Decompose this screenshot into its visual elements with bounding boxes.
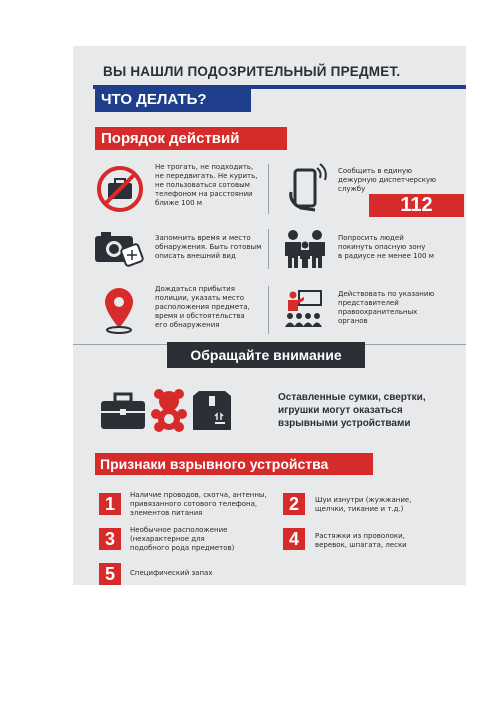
teddy-bear-icon — [151, 388, 187, 432]
action-1-text: Не трогать, не подходить, не передвигать. Не курить, не пользоваться сотовым телефоном на расстоянии ближе 100 м — [155, 163, 258, 207]
sign-number-3: 3 — [99, 528, 121, 550]
signs-heading: Признаки взрывного устройства — [95, 453, 373, 475]
sign-number-5: 5 — [99, 563, 121, 585]
attention-text: Оставленные сумки, свертки, игрушки могут оказаться взрывными устройствами — [278, 392, 426, 429]
divider — [268, 286, 269, 334]
divider — [268, 164, 269, 214]
attention-heading: Обращайте внимание — [167, 342, 365, 368]
location-pin-icon — [101, 286, 137, 334]
emergency-number: 112 — [369, 194, 464, 217]
poster-title: ВЫ НАШЛИ ПОДОЗРИТЕЛЬНЫЙ ПРЕДМЕТ. — [103, 64, 401, 79]
camera-clock-icon — [93, 228, 145, 268]
sign-number-2: 2 — [283, 493, 305, 515]
sign-number-4: 4 — [283, 528, 305, 550]
action-3-text: Запомнить время и место обнаружения. Быть готовым описать внешний вид — [155, 234, 262, 260]
what-to-do-banner: ЧТО ДЕЛАТЬ? — [95, 88, 251, 112]
action-5-text: Дождаться прибытия полиции, указать место расположения предмета, время и обстоятельства его обнаружения — [155, 285, 250, 329]
sign-1-text: Наличие проводов, скотча, антенны, привязанного сотового телефона, элементов питания — [130, 491, 267, 517]
no-bag-icon — [95, 164, 145, 214]
sign-5-text: Специфический запах — [130, 569, 213, 577]
poster — [73, 46, 466, 585]
people-icon — [281, 228, 329, 268]
sign-number-1: 1 — [99, 493, 121, 515]
phone-call-icon — [287, 162, 327, 212]
action-2-text: Сообщить в единую дежурную диспетчерскую службу — [338, 167, 437, 193]
presenter-icon — [283, 289, 327, 329]
order-heading: Порядок действий — [95, 127, 287, 150]
action-4-text: Попросить людей покинуть опасную зону в радиусе не менее 100 м — [338, 234, 434, 260]
briefcase-icon — [99, 391, 147, 431]
box-icon — [191, 390, 233, 432]
divider — [268, 229, 269, 269]
action-6-text: Действовать по указанию представителей правоохранительных органов — [338, 290, 435, 325]
sign-3-text: Необычное расположение (нехарактерное для подобного рода предметов) — [130, 526, 235, 552]
sign-2-text: Шуи изнутри (жужжание, щелчки, тикание и т.д.) — [315, 496, 412, 513]
sign-4-text: Растяжки из проволоки, веревок, шпагата, лески — [315, 532, 407, 549]
